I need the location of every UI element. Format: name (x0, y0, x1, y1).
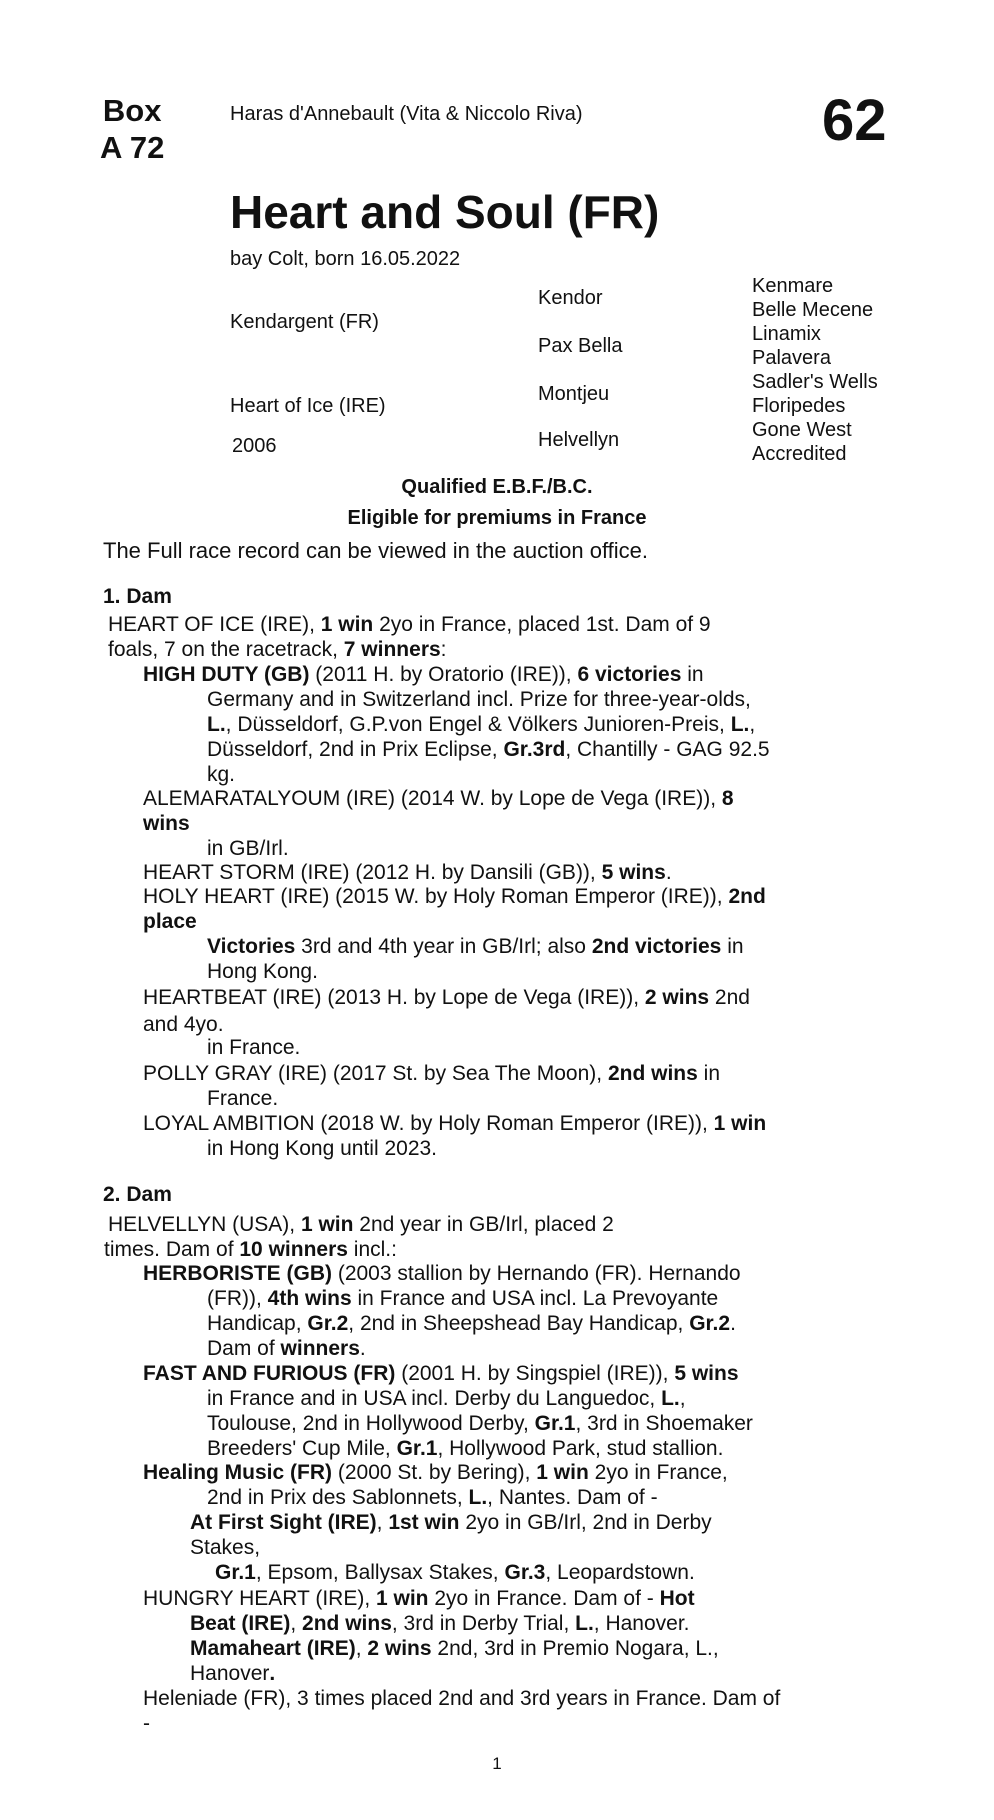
dam1-intro-line1: HEART OF ICE (IRE), 1 win 2yo in France, placed 1st. Dam of 9 (108, 613, 711, 636)
dam1-heading: 1. Dam (103, 585, 172, 608)
race-record-note: The Full race record can be viewed in the auction office. (103, 538, 649, 563)
dam1-entry-high-duty-l4: Düsseldorf, 2nd in Prix Eclipse, Gr.3rd, Chantilly - GAG 92.5 (207, 738, 770, 761)
dam1-entry-alemaratalyoum-l3: in GB/Irl. (207, 837, 289, 860)
dam1-entry-heartbeat-l3: in France. (207, 1036, 301, 1059)
pedigree-gen2-2: Pax Bella (538, 335, 623, 357)
box-line-1: Box (102, 93, 162, 128)
dam1-entry-alemaratalyoum-l2: wins (143, 812, 190, 835)
dam2-intro-line1: HELVELLYN (USA), 1 win 2nd year in GB/Irl, placed 2 (108, 1213, 614, 1236)
dam1-entry-high-duty: HIGH DUTY (GB) (2011 H. by Oratorio (IRE)), 6 victories in (143, 663, 704, 686)
page-number: 1 (492, 1754, 502, 1773)
dam1-entry-heartbeat-l2: and 4yo. (143, 1013, 224, 1036)
lot-number: 62 (822, 88, 887, 153)
horse-name: Heart and Soul (FR) (230, 186, 660, 238)
pedigree-gen2-1: Kendor (538, 287, 603, 309)
dam1-entry-high-duty-l3: L., Düsseldorf, G.P.von Engel & Völkers Junioren-Preis, L., (207, 713, 756, 736)
dam2-entry-hungry-heart: HUNGRY HEART (IRE), 1 win 2yo in France. Dam of - Hot (143, 1587, 695, 1610)
box-line-2: A 72 (100, 130, 165, 165)
dam2-entry-herboriste-l4: Dam of winners. (207, 1337, 366, 1360)
qualification-ebf: Qualified E.B.F./B.C. (401, 476, 593, 498)
dam1-entry-high-duty-l5: kg. (207, 763, 236, 786)
dam2-entry-herboriste-l2: (FR)), 4th wins in France and USA incl. La Prevoyante (207, 1287, 719, 1310)
dam2-entry-at-first-sight-l2: Stakes, (190, 1536, 261, 1559)
dam1-entry-holy-heart-l4: Hong Kong. (207, 960, 318, 983)
dam2-entry-fast-and-furious-l2: in France and in USA incl. Derby du Languedoc, L., (207, 1387, 686, 1410)
pedigree-dam: Heart of Ice (IRE) (230, 395, 386, 417)
pedigree-gen3-7: Gone West (752, 419, 852, 441)
dam1-entry-heart-storm: HEART STORM (IRE) (2012 H. by Dansili (GB)), 5 wins. (143, 861, 672, 884)
dam2-entry-fast-and-furious: FAST AND FURIOUS (FR) (2001 H. by Singspiel (IRE)), 5 wins (143, 1362, 739, 1385)
pedigree-gen3-6: Floripedes (752, 395, 846, 417)
pedigree-gen3-4: Palavera (752, 347, 831, 369)
dam2-entry-healing-music: Healing Music (FR) (2000 St. by Bering), 1 win 2yo in France, (143, 1461, 728, 1484)
pedigree-sire: Kendargent (FR) (230, 311, 379, 333)
dam1-entry-polly-gray-l2: France. (207, 1087, 279, 1110)
dam1-entry-holy-heart: HOLY HEART (IRE) (2015 W. by Holy Roman Emperor (IRE)), 2nd (143, 885, 766, 908)
dam1-entry-holy-heart-l2: place (143, 910, 197, 933)
dam2-entry-hungry-heart-l3: Mamaheart (IRE), 2 wins 2nd, 3rd in Premio Nogara, L., (190, 1637, 719, 1660)
dam2-entry-fast-and-furious-l4: Breeders' Cup Mile, Gr.1, Hollywood Park, stud stallion. (207, 1437, 724, 1460)
pedigree-gen3-1: Kenmare (752, 275, 834, 297)
dam2-entry-at-first-sight: At First Sight (IRE), 1st win 2yo in GB/Irl, 2nd in Derby (190, 1511, 712, 1534)
pedigree-gen3-3: Linamix (752, 323, 821, 345)
dam2-entry-healing-music-l2: 2nd in Prix des Sablonnets, L., Nantes. Dam of - (207, 1486, 658, 1509)
dam1-entry-loyal-ambition-l2: in Hong Kong until 2023. (207, 1137, 438, 1160)
pedigree-gen3-2: Belle Mecene (752, 299, 874, 321)
box-label (100, 92, 164, 166)
consignor: Haras d'Annebault (Vita & Niccolo Riva) (230, 103, 583, 125)
dam2-entry-herboriste-l3: Handicap, Gr.2, 2nd in Sheepshead Bay Handicap, Gr.2. (207, 1312, 736, 1335)
dam2-intro-line2: times. Dam of 10 winners incl.: (104, 1238, 397, 1261)
dam2-entry-heleniade-l2: - (143, 1712, 150, 1735)
dam2-heading: 2. Dam (103, 1183, 172, 1206)
dam1-entry-high-duty-l2: Germany and in Switzerland incl. Prize for three-year-olds, (207, 688, 751, 711)
pedigree-gen2-3: Montjeu (538, 383, 610, 405)
dam1-entry-holy-heart-l3: Victories 3rd and 4th year in GB/Irl; also 2nd victories in (207, 935, 744, 958)
dam1-entry-heartbeat: HEARTBEAT (IRE) (2013 H. by Lope de Vega (IRE)), 2 wins 2nd (143, 986, 750, 1009)
dam2-entry-herboriste: HERBORISTE (GB) (2003 stallion by Hernando (FR). Hernando (143, 1262, 741, 1285)
pedigree-dam-year: 2006 (232, 435, 277, 457)
dam2-entry-at-first-sight-l3: Gr.1, Epsom, Ballysax Stakes, Gr.3, Leopardstown. (215, 1561, 695, 1584)
dam1-entry-loyal-ambition: LOYAL AMBITION (2018 W. by Holy Roman Emperor (IRE)), 1 win (143, 1112, 767, 1135)
dam2-entry-fast-and-furious-l3: Toulouse, 2nd in Hollywood Derby, Gr.1, 3rd in Shoemaker (207, 1412, 753, 1435)
dam1-intro-line2: foals, 7 on the racetrack, 7 winners: (108, 638, 447, 661)
dam1-entry-polly-gray: POLLY GRAY (IRE) (2017 St. by Sea The Moon), 2nd wins in (143, 1062, 720, 1085)
qualification-premiums: Eligible for premiums in France (347, 507, 647, 529)
dam2-entry-hungry-heart-l4: Hanover. (190, 1662, 276, 1685)
dam2-entry-heleniade: Heleniade (FR), 3 times placed 2nd and 3rd years in France. Dam of (143, 1687, 781, 1710)
pedigree-gen2-4: Helvellyn (538, 429, 620, 451)
dam2-entry-hungry-heart-l2: Beat (IRE), 2nd wins, 3rd in Derby Trial, L., Hanover. (190, 1612, 690, 1635)
dam1-entry-alemaratalyoum: ALEMARATALYOUM (IRE) (2014 W. by Lope de Vega (IRE)), 8 (143, 787, 734, 810)
pedigree-gen3-8: Accredited (752, 443, 847, 465)
pedigree-gen3-5: Sadler's Wells (752, 371, 878, 393)
horse-description: bay Colt, born 16.05.2022 (230, 248, 461, 270)
